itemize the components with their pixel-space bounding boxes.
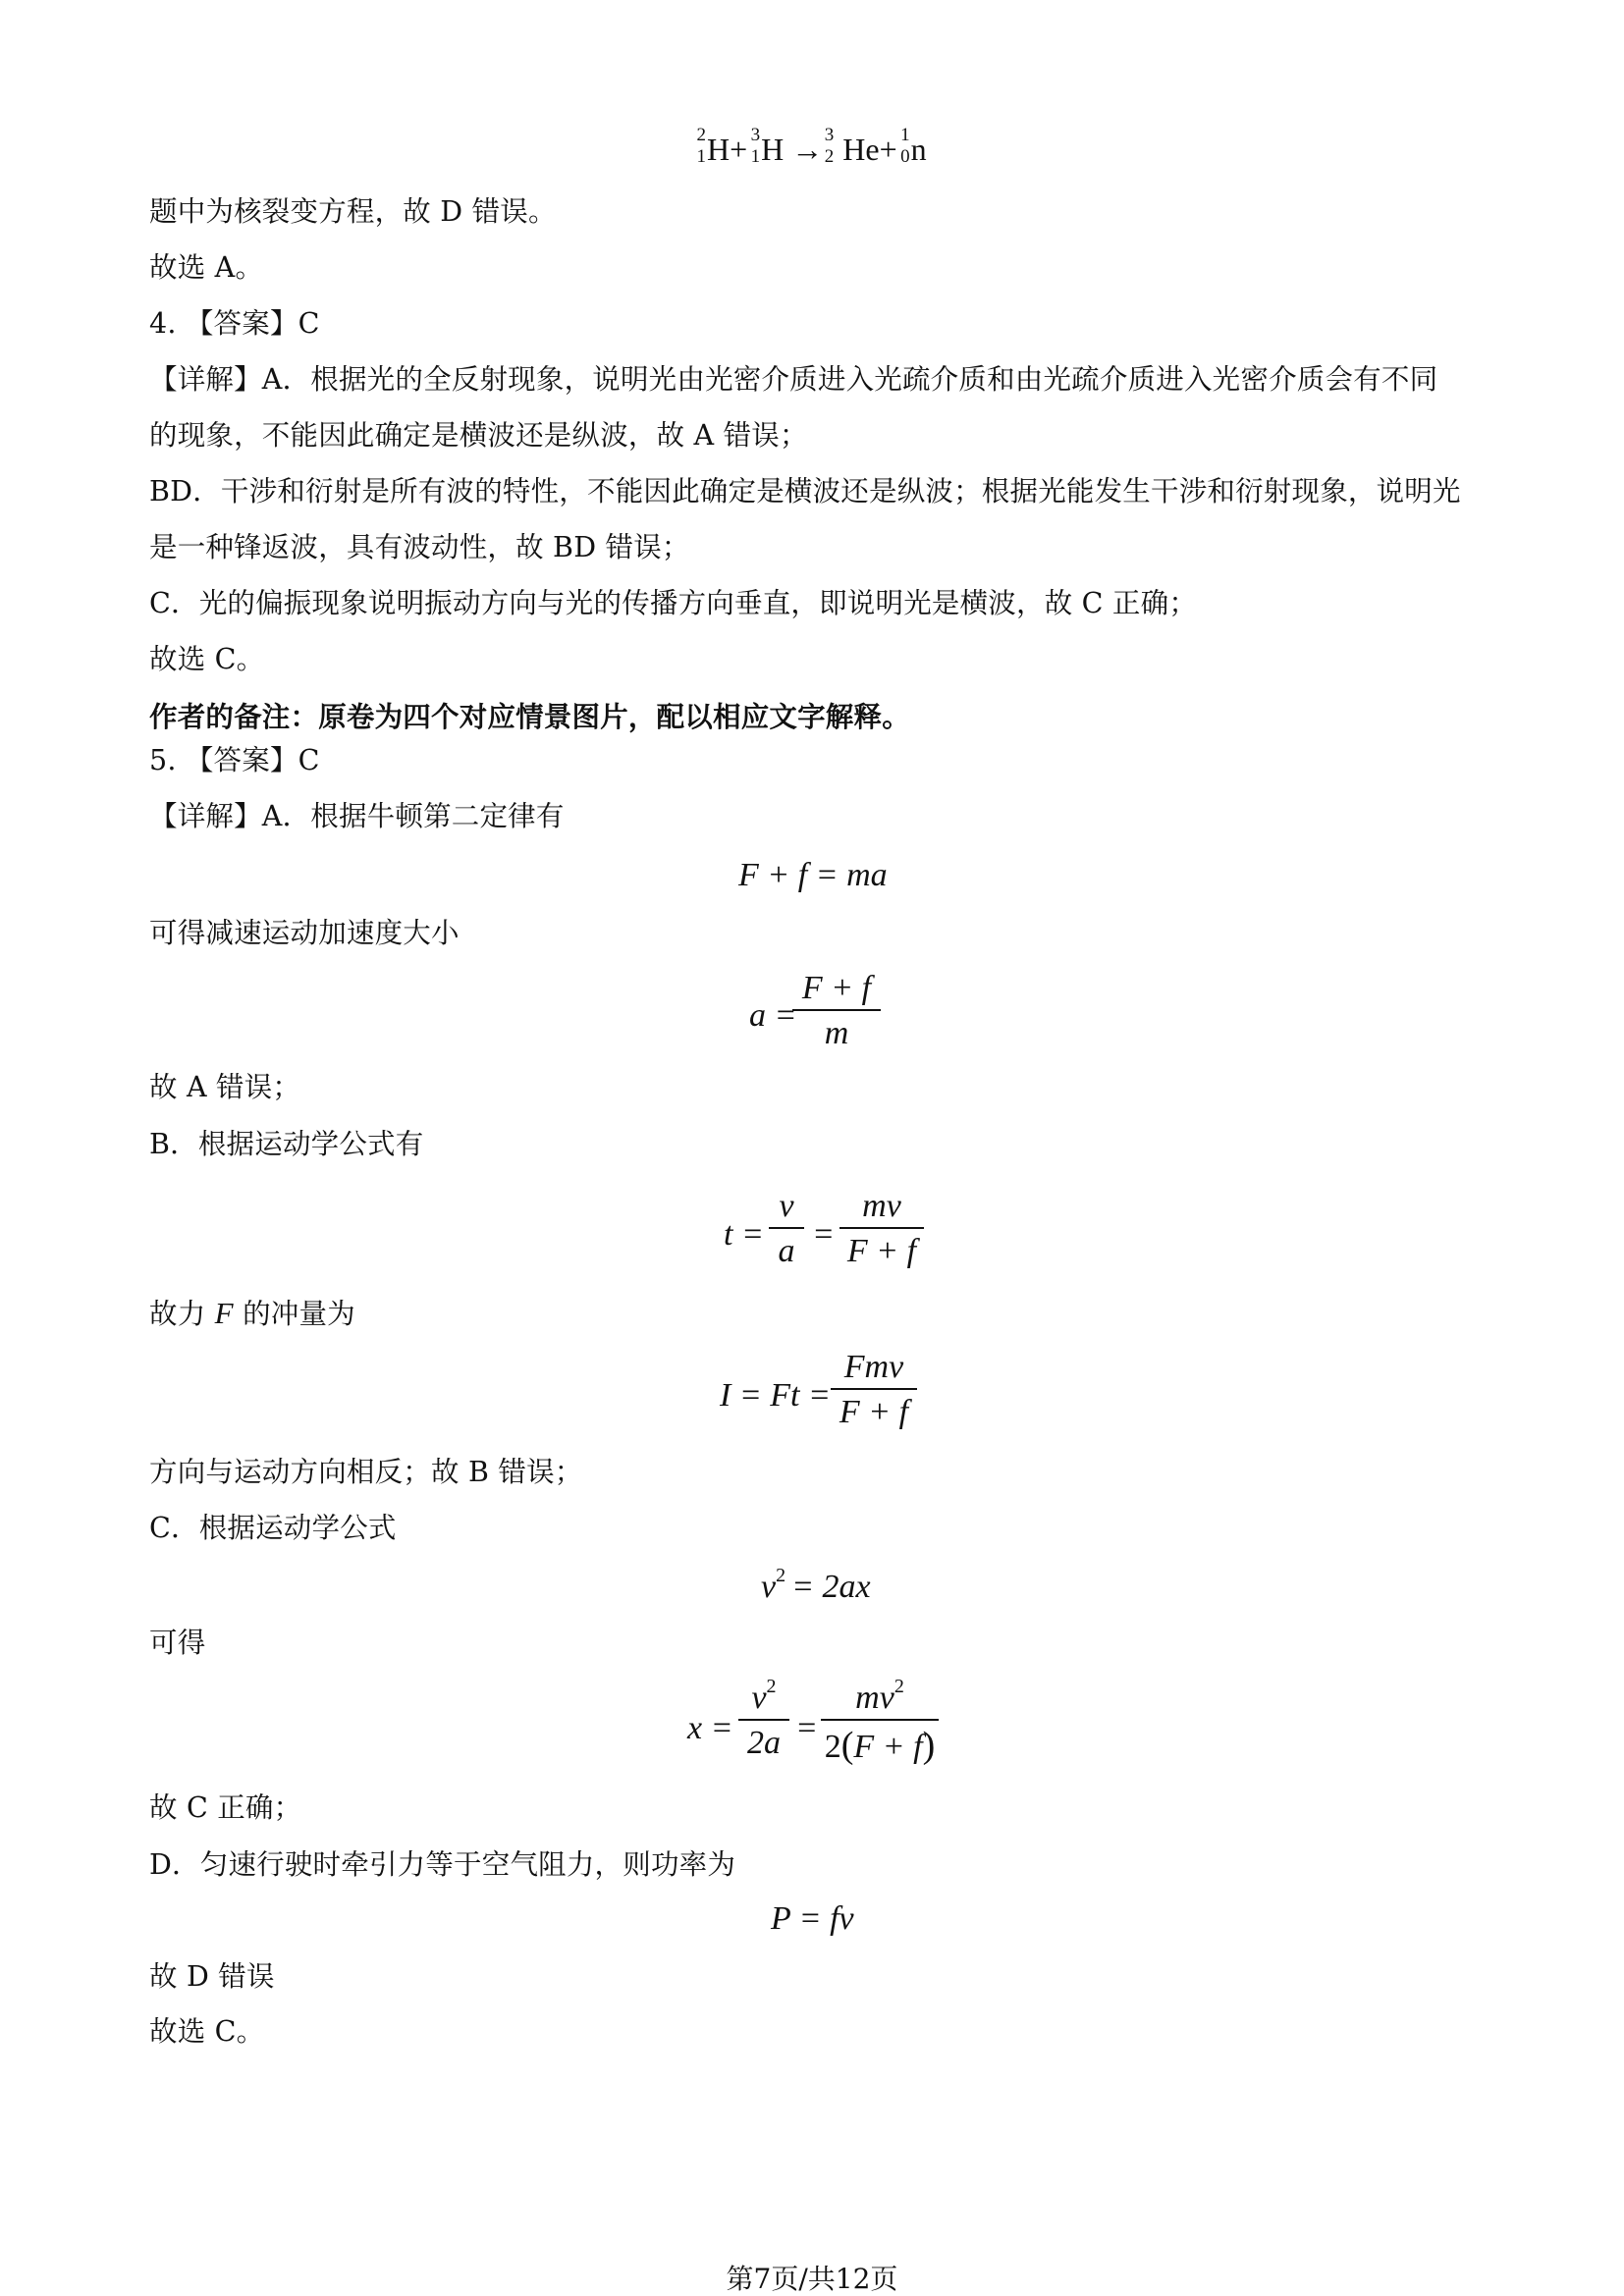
text-line: C．根据运动学公式 — [149, 1512, 397, 1544]
text-line: 方向与运动方向相反；故 B 错误； — [149, 1456, 583, 1488]
text-line: 可得 — [149, 1627, 206, 1659]
text-line: 【详解】A．根据光的全反射现象，说明光由光密介质进入光疏介质和由光疏介质进入光密介质会有不同 — [149, 363, 1438, 396]
equation-power: P = fv — [771, 1900, 854, 1937]
answer-heading-4: 4. 【答案】C — [149, 307, 320, 340]
text-line: 故 C 正确； — [149, 1791, 302, 1824]
text-line: 故力 F 的冲量为 — [149, 1296, 355, 1330]
arrow: → — [791, 132, 824, 167]
text-line: 的现象，不能因此确定是横波还是纵波，故 A 错误； — [149, 419, 808, 452]
nuclide-neutron: 1 0 — [900, 125, 910, 167]
text-line: B．根据运动学公式有 — [149, 1128, 424, 1160]
page-footer: 第7页/共12页 — [726, 2263, 898, 2295]
text-line: 故选 C。 — [149, 643, 265, 675]
text-line: 题中为核裂变方程，故 D 错误。 — [149, 195, 557, 228]
equation-newton: F + f = ma — [738, 857, 888, 893]
text-line: C．光的偏振现象说明振动方向与光的传播方向垂直，即说明光是横波，故 C 正确； — [149, 587, 1198, 619]
nuclide-helium: 3 2 — [824, 125, 835, 167]
equation-kinematics: $v^2 = 2ax$ — [761, 1565, 871, 1605]
text-line: BD．干涉和衍射是所有波的特性，不能因此确定是横波还是纵波；根据光能发生干涉和衍射现象，说明光 — [149, 475, 1461, 507]
author-note: 作者的备注：原卷为四个对应情景图片，配以相应文字解释。 — [149, 700, 910, 733]
text-line: 故选 A。 — [149, 251, 264, 284]
text-line: 故选 C。 — [149, 2015, 265, 2048]
text-line: D．匀速行驶时牵引力等于空气阻力，则功率为 — [149, 1848, 736, 1881]
nuclide-deuterium: 2 1 — [696, 125, 706, 167]
text-line: 故 D 错误 — [149, 1960, 275, 1993]
nuclear-equation: 2 1 H+ 3 1 H → 3 2 He+ 1 0 n — [693, 133, 927, 167]
answer-heading-5: 5. 【答案】C — [149, 744, 320, 776]
text-line: 是一种锋返波，具有波动性，故 BD 错误； — [149, 531, 690, 563]
text-line: 【详解】A．根据牛顿第二定律有 — [149, 800, 565, 832]
text-line: 故 A 错误； — [149, 1071, 301, 1103]
nuclide-tritium: 3 1 — [750, 125, 761, 167]
text-line: 可得减速运动加速度大小 — [149, 917, 460, 949]
